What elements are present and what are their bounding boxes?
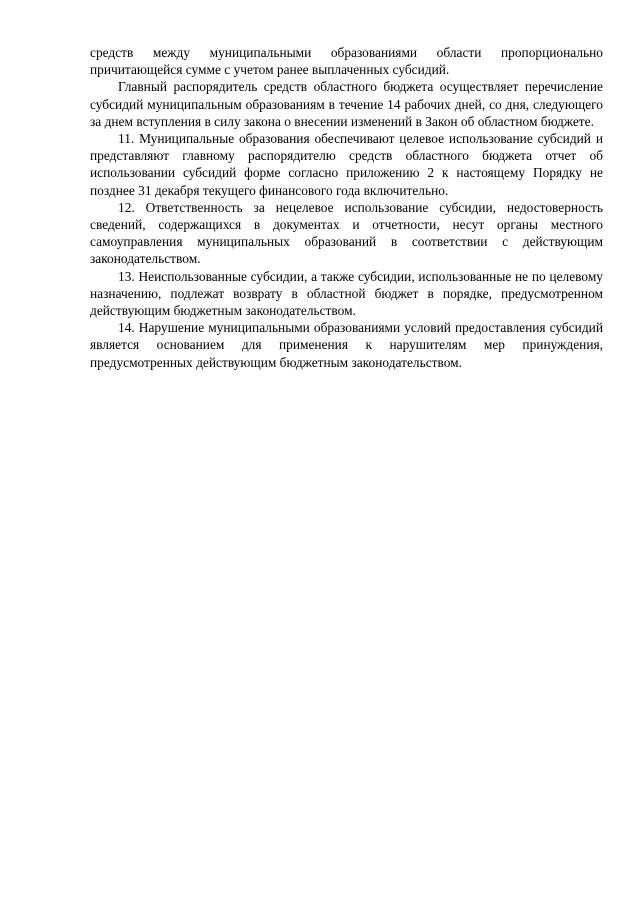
paragraph-item-12: 12. Ответственность за нецелевое использование субсидии, недостоверность сведений, содержащихся в документах и отчетности, несут органы местного самоуправления муниципальных образований в соответствии с действующим законодательством. <box>90 199 603 267</box>
paragraph-continuation: средств между муниципальными образованиями области пропорционально причитающейся сумме с учетом ранее выплаченных субсидий. <box>90 45 603 78</box>
paragraph-item-11: 11. Муниципальные образования обеспечивают целевое использование субсидий и представляют главному распорядителю средств областного бюджета отчет об использовании субсидий форме согласно приложению 2 к настоящему Порядку не позднее 31 декабря текущего финансового года включительно. <box>90 131 603 198</box>
paragraph-item-13: 13. Неиспользованные субсидии, а также субсидии, использованные не по целевому назначению, подлежат возврату в областной бюджет в порядке, предусмотренном действующим бюджетным законодательством. <box>90 268 603 319</box>
paragraph-main-distributor: Главный распорядитель средств областного бюджета осуществляет перечисление субсидий муниципальным образованиям в течение 14 рабочих дней, со дня, следующего за днем вступления в силу закона о внесении изменений в Закон об областном бюджете. <box>90 79 603 129</box>
document-body <box>90 44 603 371</box>
paragraph-item-14: 14. Нарушение муниципальными образованиями условий предоставления субсидий является основанием для применения к нарушителям мер принуждения, предусмотренных действующим бюджетным законодательством. <box>90 320 603 370</box>
